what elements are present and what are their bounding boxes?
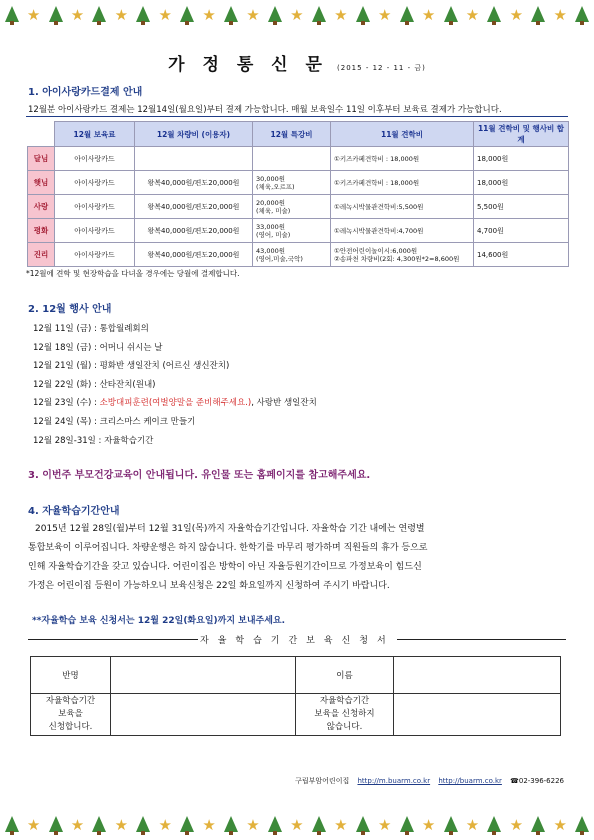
star-icon: ★ <box>553 5 567 24</box>
christmas-tree-icon <box>135 814 151 836</box>
event-item <box>33 432 317 451</box>
christmas-tree-icon <box>91 4 107 26</box>
star-icon: ★ <box>246 5 260 24</box>
attend-option-checkbox[interactable] <box>111 694 296 736</box>
homepage-link[interactable]: http://buarm.co.kr <box>438 777 502 785</box>
event-item <box>33 357 317 376</box>
event-item <box>33 376 317 395</box>
table-row <box>28 219 569 243</box>
event-text: 12월 23일 (수) : <box>33 398 100 409</box>
total-cell: 18,000원 <box>474 147 569 171</box>
table-row <box>28 171 569 195</box>
attend-option-text: 자율학습기간 보육을 신청합니다. <box>45 696 96 732</box>
event-item <box>33 320 317 339</box>
payment-table <box>27 121 569 267</box>
table-row <box>28 243 569 267</box>
christmas-tree-icon <box>311 814 327 836</box>
event-item <box>33 394 317 413</box>
christmas-tree-icon <box>48 814 64 836</box>
event-item <box>33 413 317 432</box>
table-row <box>28 195 569 219</box>
column-header: 12월 특강비 <box>253 122 331 147</box>
star-icon: ★ <box>334 815 348 834</box>
christmas-tree-icon <box>443 814 459 836</box>
star-icon: ★ <box>377 815 392 834</box>
bus-fee-cell: 왕복40,000원/편도20,000원 <box>135 171 253 195</box>
christmas-tree-icon <box>486 814 502 836</box>
page-title: 가 정 통 신 문 <box>168 55 328 75</box>
star-icon: ★ <box>290 5 304 24</box>
class-name-cell: 사랑 <box>28 195 55 219</box>
star-icon: ★ <box>26 815 41 834</box>
christmas-tree-icon <box>574 4 590 26</box>
bus-fee-cell <box>135 147 253 171</box>
star-icon: ★ <box>509 815 524 834</box>
tuition-cell: 아이사랑카드 <box>55 171 135 195</box>
class-name-cell: 햇님 <box>28 171 55 195</box>
christmas-tree-icon <box>355 4 371 26</box>
bus-fee-cell: 왕복40,000원/편도20,000원 <box>135 219 253 243</box>
special-class-fee-cell: 30,000원 (체육,오르프) <box>253 171 331 195</box>
total-cell: 14,600원 <box>474 243 569 267</box>
star-icon: ★ <box>334 5 348 24</box>
paragraph-line: 통합보육이 이루어집니다. 차량운행은 하지 않습니다. 한학기를 마무리 평가하며 직원들의 휴가 등으로 <box>28 543 428 553</box>
star-icon: ★ <box>26 5 41 24</box>
mobile-site-link[interactable]: http://m.buarm.co.kr <box>357 777 431 785</box>
christmas-tree-icon <box>4 814 20 836</box>
christmas-tree-icon <box>443 4 459 26</box>
event-list <box>33 320 317 450</box>
section-1-heading: 1. 아이사랑카드결제 안내 <box>28 87 143 98</box>
not-attend-option-label <box>296 694 394 736</box>
event-text-tail: , 사랑반 생일잔치 <box>251 398 317 409</box>
event-text: 12월 21일 (월) : 평화반 생일잔치 (어르신 생신잔치) <box>33 361 230 372</box>
class-name-cell: 평화 <box>28 219 55 243</box>
issue-date: (2015 - 12 - 11 - 금) <box>337 64 426 72</box>
class-name-cell: 달님 <box>28 147 55 171</box>
field-trip-fee-cell: ①키즈카페견학비 : 18,000원 <box>331 171 474 195</box>
star-icon: ★ <box>70 815 85 834</box>
paragraph-line: 인해 자율학습기간을 갖고 있습니다. 어린이집은 방학이 아닌 자율등원기간이므로 가정보육이 힘드신 <box>28 562 422 572</box>
attend-option-label <box>31 694 111 736</box>
class-name-cell: 진리 <box>28 243 55 267</box>
class-name-field[interactable] <box>111 657 296 694</box>
column-header: 12월 차량비 (이용자) <box>135 122 253 147</box>
christmas-tree-icon <box>179 4 195 26</box>
field-trip-fee-cell: ①레녹시박물관견학비:5,500원 <box>331 195 474 219</box>
special-class-fee-cell: 43,000원 (영어,미술,국악) <box>253 243 331 267</box>
organization-name: 구립부암어린이집 <box>295 777 350 785</box>
star-icon: ★ <box>114 815 129 834</box>
event-text: 12월 28일-31일 : 자율학습기간 <box>33 435 154 446</box>
christmas-tree-icon <box>399 814 415 836</box>
child-name-field[interactable] <box>394 657 561 694</box>
christmas-tree-icon <box>530 4 546 26</box>
application-form <box>30 656 561 736</box>
christmas-tree-icon <box>4 4 20 26</box>
bus-fee-cell: 왕복40,000원/편도20,000원 <box>135 195 253 219</box>
christmas-tree-icon <box>267 4 283 26</box>
star-icon: ★ <box>290 815 304 834</box>
christmas-tree-icon <box>530 814 546 836</box>
field-trip-fee-cell: ①키즈카페견학비 : 18,000원 <box>331 147 474 171</box>
christmas-tree-icon <box>574 814 590 836</box>
divider <box>26 116 568 117</box>
self-study-description <box>28 520 573 596</box>
table-row <box>28 147 569 171</box>
event-text: 12월 18일 (금) : 어머니 쉬시는 날 <box>33 342 163 353</box>
request-deadline-note: **자율학습 보육 신청서는 12월 22일(화요일)까지 보내주세요. <box>32 616 286 626</box>
star-icon: ★ <box>553 815 567 834</box>
tuition-cell: 아이사랑카드 <box>55 243 135 267</box>
field-trip-fee-cell: ①안전어린이놀이시:6,000원 ②송파천 차량비(2회: 4,300원*2=8,600원 <box>331 243 474 267</box>
paragraph-line: 가정은 어린이집 등원이 가능하오니 보육신청은 22일 화요일까지 신청하여 주시기 바랍니다. <box>28 581 390 591</box>
footer <box>295 776 564 786</box>
not-attend-option-text: 자율학습기간 보육을 신청하지 않습니다. <box>314 696 375 732</box>
paragraph-line: 2015년 12월 28일(월)부터 12월 31일(목)까지 자율학습기간입니다. 자율학습 기간 내에는 연령별 <box>35 524 425 534</box>
star-icon: ★ <box>70 5 85 24</box>
christmas-tree-icon <box>223 814 239 836</box>
total-cell: 18,000원 <box>474 171 569 195</box>
event-text: 12월 22일 (화) : 산타잔치(원내) <box>33 379 156 390</box>
column-header: 11월 견학비 <box>331 122 474 147</box>
christmas-tree-icon <box>311 4 327 26</box>
christmas-tree-icon <box>223 4 239 26</box>
star-icon: ★ <box>421 815 436 834</box>
column-header: 12월 보육료 <box>55 122 135 147</box>
event-text: 12월 24일 (목) : 크리스마스 케이크 만들기 <box>33 416 196 427</box>
star-icon: ★ <box>246 815 260 834</box>
star-icon: ★ <box>202 815 216 834</box>
christmas-tree-icon <box>399 4 415 26</box>
bottom-decoration <box>0 812 594 838</box>
christmas-tree-icon <box>179 814 195 836</box>
star-icon: ★ <box>509 5 524 24</box>
header <box>0 50 594 75</box>
card-payment-note: 12월분 아이사랑카드 결제는 12월14일(월요일)부터 결제 가능합니다. 매월 보육일수 11일 이후부터 보육료 결제가 가능합니다. <box>28 105 502 115</box>
class-name-label: 반명 <box>31 657 111 694</box>
event-item <box>33 339 317 358</box>
field-trip-fee-cell: ①레녹시박물관견학비:4,700원 <box>331 219 474 243</box>
star-icon: ★ <box>158 815 172 834</box>
star-icon: ★ <box>114 5 129 24</box>
section-4-heading: 4. 자율학습기간안내 <box>28 506 120 517</box>
star-icon: ★ <box>158 5 172 24</box>
special-class-fee-cell: 20,000원 (체육, 미술) <box>253 195 331 219</box>
section-2-heading: 2. 12월 행사 안내 <box>28 304 112 315</box>
star-icon: ★ <box>377 5 392 24</box>
star-icon: ★ <box>421 5 436 24</box>
form-title-line <box>28 633 566 645</box>
bus-fee-cell: 왕복40,000원/편도20,000원 <box>135 243 253 267</box>
top-decoration <box>0 2 594 28</box>
event-highlight: 소방대피훈련(여벌양말을 준비해주세요.) <box>99 398 252 409</box>
christmas-tree-icon <box>135 4 151 26</box>
star-icon: ★ <box>465 815 480 834</box>
special-class-fee-cell <box>253 147 331 171</box>
payment-footnote: *12월에 견학 및 현장학습을 다녀올 경우에는 당월에 결제합니다. <box>26 269 240 278</box>
star-icon: ★ <box>465 5 480 24</box>
child-name-label: 이름 <box>296 657 394 694</box>
christmas-tree-icon <box>48 4 64 26</box>
column-header <box>28 122 55 147</box>
christmas-tree-icon <box>486 4 502 26</box>
tuition-cell: 아이사랑카드 <box>55 195 135 219</box>
tuition-cell: 아이사랑카드 <box>55 147 135 171</box>
christmas-tree-icon <box>91 814 107 836</box>
not-attend-option-checkbox[interactable] <box>394 694 561 736</box>
total-cell: 4,700원 <box>474 219 569 243</box>
table-header-row <box>28 122 569 147</box>
christmas-tree-icon <box>355 814 371 836</box>
star-icon: ★ <box>202 5 216 24</box>
event-text: 12월 11일 (금) : 통합월례회의 <box>33 324 149 334</box>
phone-number: ☎02-396-6226 <box>510 777 564 785</box>
tuition-cell: 아이사랑카드 <box>55 219 135 243</box>
special-class-fee-cell: 33,000원 (영어, 미술) <box>253 219 331 243</box>
total-cell: 5,500원 <box>474 195 569 219</box>
christmas-tree-icon <box>267 814 283 836</box>
form-title: 자율학습기간보육신청서 <box>198 633 397 646</box>
section-3-heading: 3. 이번주 부모건강교육이 안내됩니다. 유인물 또는 홈페이지를 참고해주세요. <box>28 470 371 481</box>
column-header: 11월 견학비 및 행사비 합계 <box>474 122 569 147</box>
